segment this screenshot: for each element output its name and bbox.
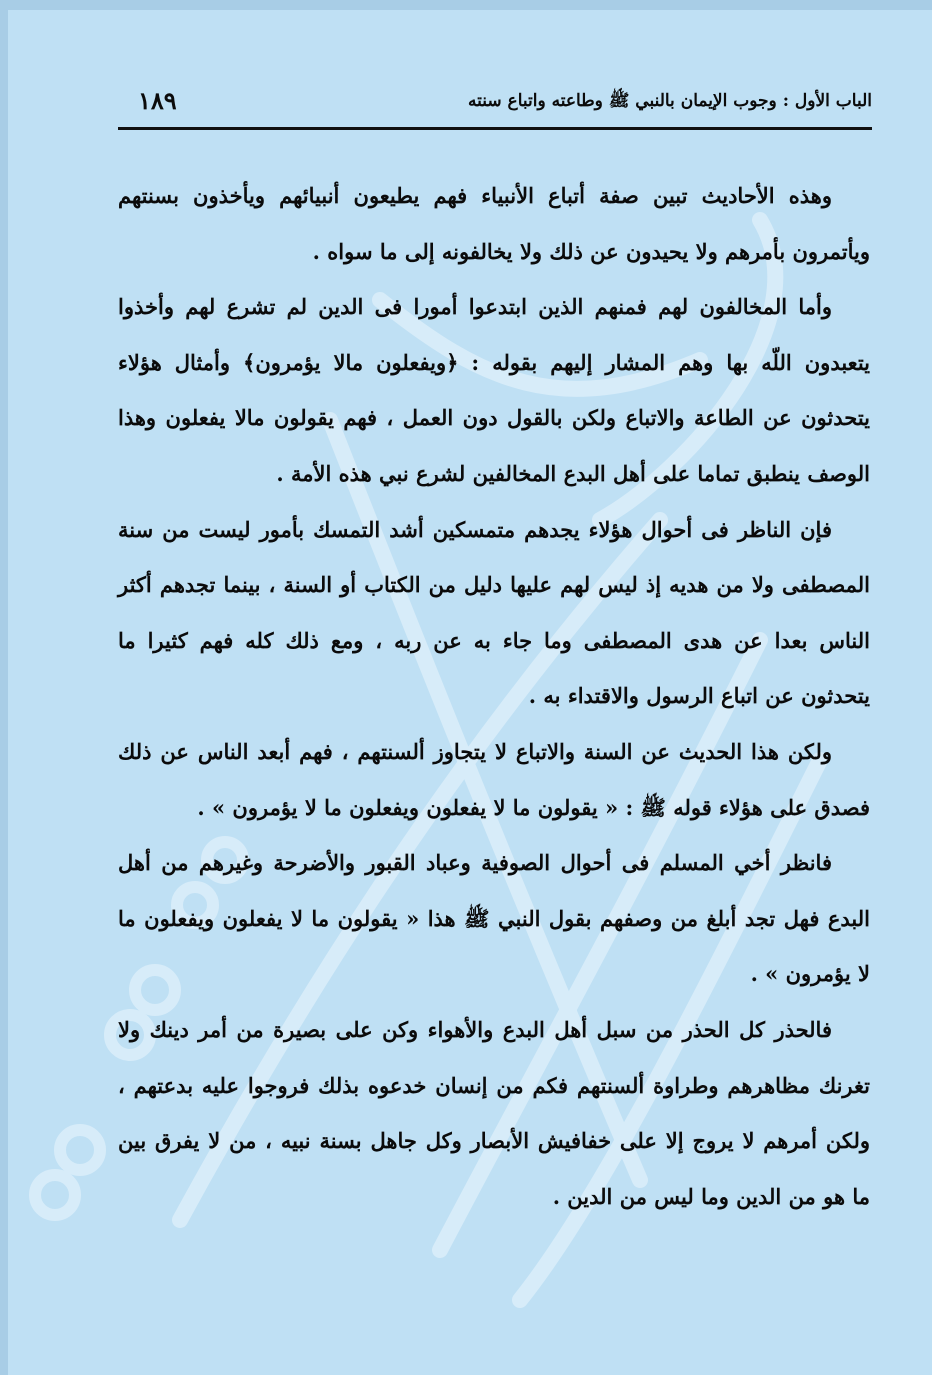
page-header	[118, 84, 872, 130]
paragraph: ولكن هذا الحديث عن السنة والاتباع لا يتجاوز ألسنتهم ، فهم أبعد الناس عن ذلك فصدق على هؤلاء قوله ﷺ : « يقولون ما لا يفعلون ويفعلون ما لا يؤمرون » .	[118, 738, 870, 820]
page-number: ١٨٩	[138, 86, 177, 115]
paragraph: فالحذر كل الحذر من سبل أهل البدع والأهواء وكن على بصيرة من أمر دينك ولا تغرنك مظاهرهم وطراوة ألسنتهم فكم من إنسان خدعوه بذلك فروجوا عليه بدعتهم ، ولكن أمرهم لا يروج إلا على خفافيش الأبصار وكل جاهل بسنة نبيه ، من لا يفرق بين ما هو من الدين وما ليس من الدين .	[118, 1016, 870, 1209]
scan-edge-left	[0, 0, 8, 1375]
running-head: الباب الأول : وجوب الإيمان بالنبي ﷺ وطاعته واتباع سنته	[468, 91, 872, 111]
paragraph: وأما المخالفون لهم فمنهم الذين ابتدعوا أمورا فى الدين لم تشرع لهم وأخذوا يتعبدون اللّه بها وهم المشار إليهم بقوله : ﴿ويفعلون مالا يؤمرون﴾ وأمثال هؤلاء يتحدثون عن الطاعة والاتباع ولكن بالقول دون العمل ، فهم يقولون مالا يفعلون وهذا الوصف ينطبق تماما على أهل البدع المخالفين لشرع نبي هذه الأمة .	[118, 294, 870, 486]
paragraph: وهذه الأحاديث تبين صفة أتباع الأنبياء فهم يطيعون أنبيائهم ويأخذون بسنتهم ويأتمرون بأمرهم ولا يحيدون عن ذلك ولا يخالفونه إلى ما سواه .	[118, 183, 870, 264]
scan-edge-top	[0, 0, 932, 10]
header-rule	[118, 127, 872, 130]
body-text	[118, 168, 870, 1224]
paragraph: فإن الناظر فى أحوال هؤلاء يجدهم متمسكين أشد التمسك بأمور ليست من سنة المصطفى ولا من هديه إذ ليس لهم عليها دليل من الكتاب أو السنة ، بينما تجدهم أكثر الناس بعدا عن هدى المصطفى وما جاء به عن ربه ، ومع ذلك كله فهم كثيرا ما يتحدثون عن اتباع الرسول والاقتداء به .	[118, 516, 870, 709]
paragraph: فانظر أخي المسلم فى أحوال الصوفية وعباد القبور والأضرحة وغيرهم من أهل البدع فهل تجد أبلغ من وصفهم بقول النبي ﷺ هذا « يقولون ما لا يفعلون ويفعلون ما لا يؤمرون » .	[118, 850, 870, 987]
